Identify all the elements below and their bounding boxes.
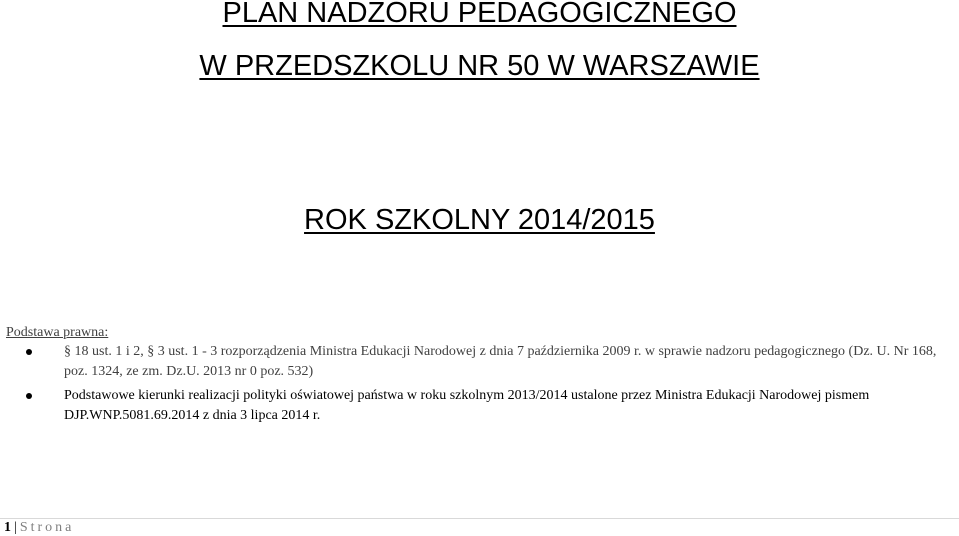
legal-basis-label: Podstawa prawna: [6,325,109,340]
list-item [0,342,959,382]
legal-basis-text: § 18 ust. 1 i 2, § 3 ust. 1 - 3 rozporządzenia Ministra Edukacji Narodowej z dnia 7 października 2009 r. w sprawie nadzoru pedagogicznego (Dz. U. Nr 168, poz. 1324, ze zm. Dz.U. 2013 nr 0 poz. 532) [64,344,937,379]
bullet-icon [26,349,32,355]
page-footer [4,520,74,536]
page-label: Strona [19,520,75,535]
document-title-line-1: PLAN NADZORU PEDAGOGICZNEGO [222,0,737,29]
footer-separator: | [14,520,17,535]
page-number: 1 [4,520,11,535]
bullet-icon [26,393,32,399]
footer-divider [0,518,959,519]
policy-directions-text: Podstawowe kierunki realizacji polityki oświatowej państwa w roku szkolnym 2013/2014 ustalone przez Ministra Edukacji Narodowej pismem DJP.WNP.5081.69.2014 z dnia 3 lipca 2014 r. [64,388,870,423]
list-item [0,386,959,426]
legal-basis-list [0,342,959,426]
school-year-heading: ROK SZKOLNY 2014/2015 [304,204,655,236]
document-title-line-2: W PRZEDSZKOLU NR 50 W WARSZAWIE [199,50,760,82]
